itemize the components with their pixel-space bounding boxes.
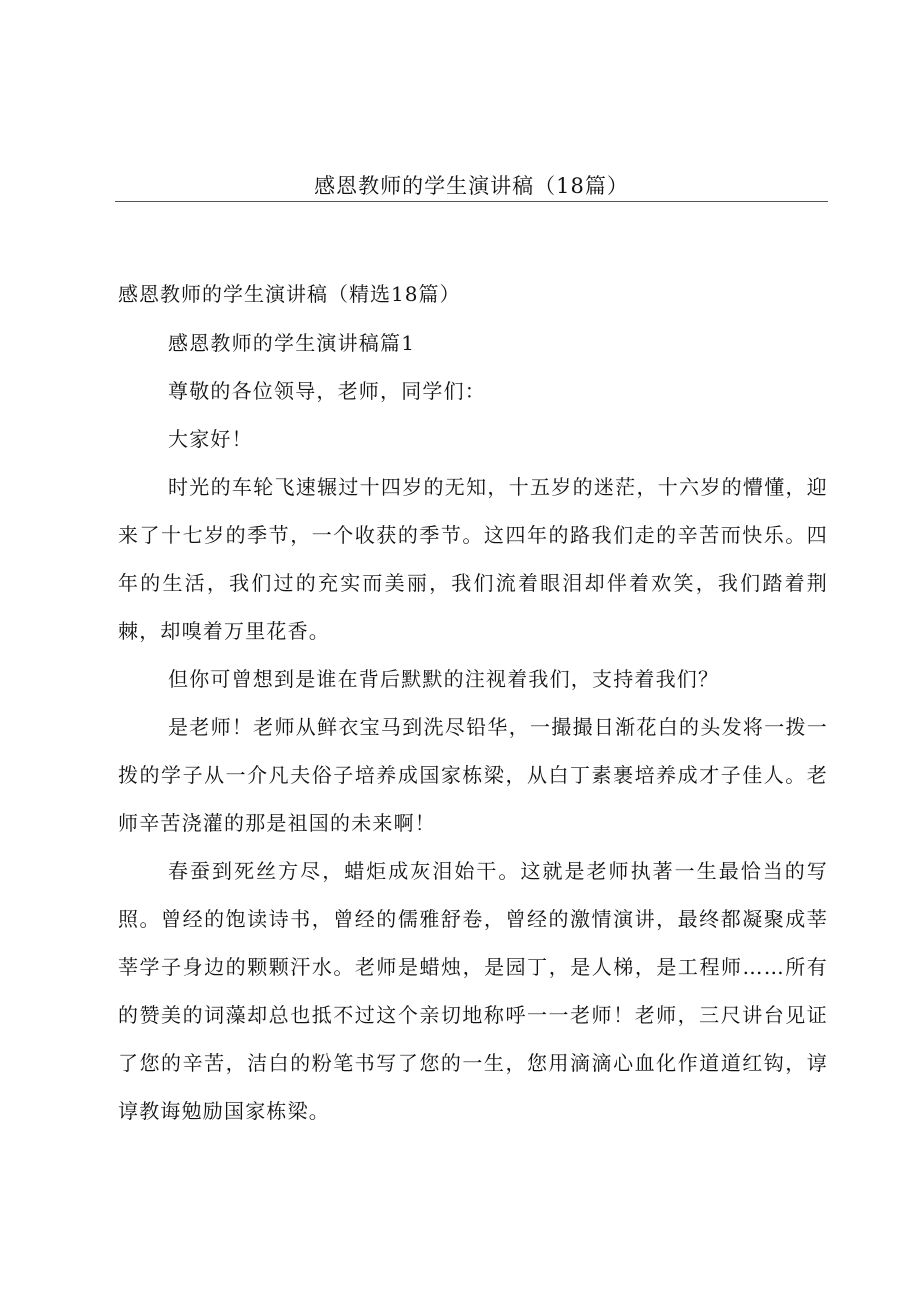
document-subtitle: 感恩教师的学生演讲稿（精选18篇） (118, 282, 461, 306)
document-body (118, 270, 828, 1135)
document-title: 感恩教师的学生演讲稿（18篇） (314, 174, 629, 198)
section-heading: 感恩教师的学生演讲稿篇1 (168, 331, 416, 355)
body-paragraph: 是老师！老师从鲜衣宝马到洗尽铅华，一撮撮日渐花白的头发将一拨一拨的学子从一介凡夫俗子培养成国家栋梁，从白丁素裹培养成才子佳人。老师辛苦浇灌的那是祖国的未来啊！ (118, 715, 828, 835)
body-paragraph: 但你可曾想到是谁在背后默默的注视着我们，支持着我们？ (168, 667, 720, 691)
salutation: 尊敬的各位领导，老师，同学们： (168, 379, 486, 403)
body-paragraph: 时光的车轮飞速辗过十四岁的无知，十五岁的迷茫，十六岁的懵懂，迎来了十七岁的季节，一个收获的季节。这四年的路我们走的辛苦而快乐。四年的生活，我们过的充实而美丽，我们流着眼泪却伴着欢笑，我们踏着荆棘，却嗅着万里花香。 (118, 475, 828, 643)
title-underline (115, 201, 828, 202)
body-paragraph: 春蚕到死丝方尽，蜡炬成灰泪始干。这就是老师执著一生最恰当的写照。曾经的饱读诗书，曾经的儒雅舒卷，曾经的激情演讲，最终都凝聚成莘莘学子身边的颗颗汗水。老师是蜡烛，是园丁，是人梯，是工程师……所有的赞美的词藻却总也抵不过这个亲切地称呼一一老师！老师，三尺讲台见证了您的辛苦，洁白的粉笔书写了您的一生，您用滴滴心血化作道道红钩，谆谆教诲勉励国家栋梁。 (118, 859, 828, 1123)
greeting: 大家好！ (168, 427, 253, 451)
